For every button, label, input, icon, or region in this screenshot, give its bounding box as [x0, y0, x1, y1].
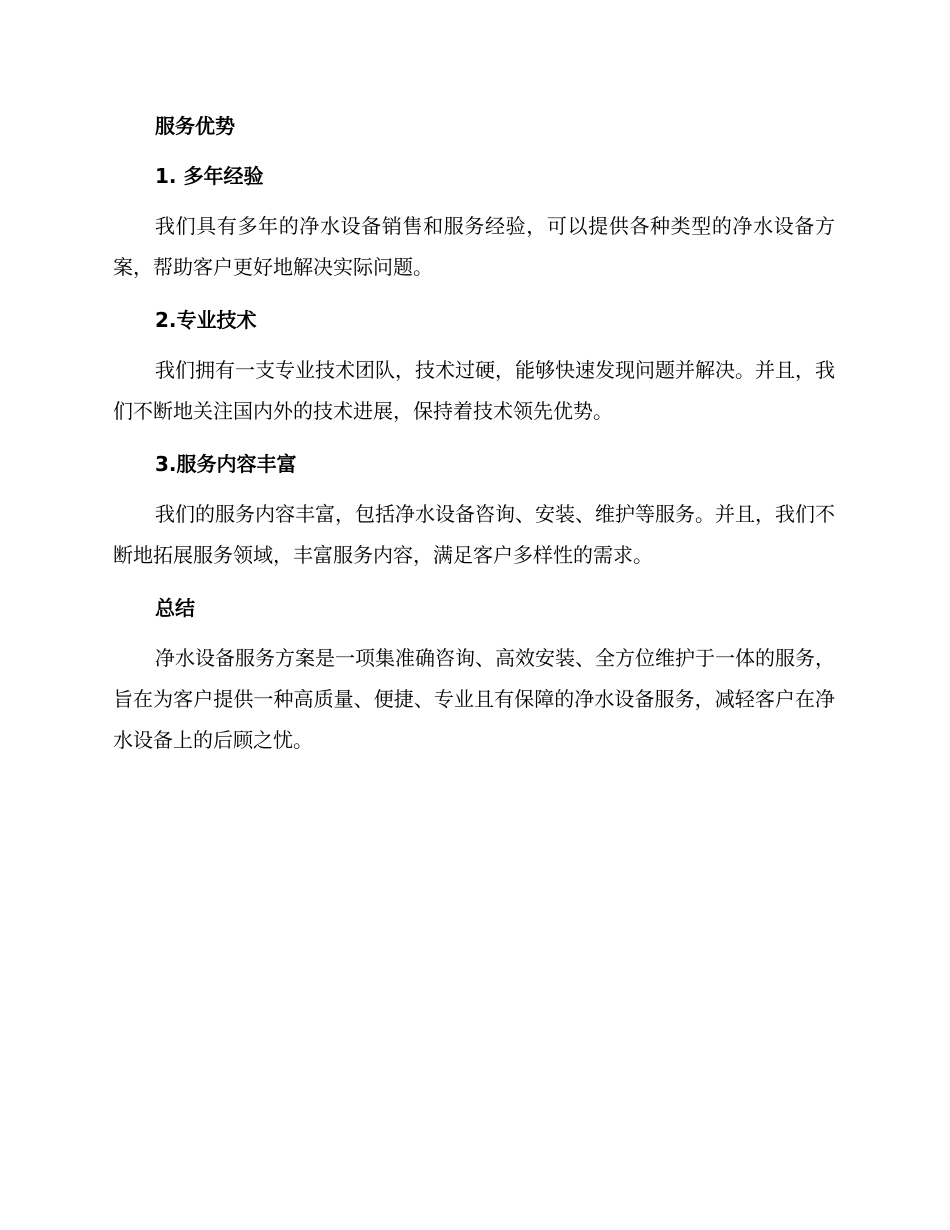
- item-body-experience: 我们具有多年的净水设备销售和服务经验，可以提供各种类型的净水设备方案，帮助客户更好地解决实际问题。: [113, 214, 835, 279]
- item-heading-technology: 2.专业技术: [155, 308, 257, 332]
- item-heading-experience: 1. 多年经验: [155, 164, 264, 188]
- document-page: [113, 106, 835, 773]
- section-title: 服务优势: [155, 114, 235, 138]
- item-heading-services: 3.服务内容丰富: [155, 452, 297, 476]
- item-body-technology: 我们拥有一支专业技术团队，技术过硬，能够快速发现问题并解决。并且，我们不断地关注国内外的技术进展，保持着技术领先优势。: [113, 358, 835, 423]
- item-body-services: 我们的服务内容丰富，包括净水设备咨询、安装、维护等服务。并且，我们不断地拓展服务领域，丰富服务内容，满足客户多样性的需求。: [113, 502, 835, 567]
- summary-title: 总结: [155, 596, 195, 620]
- summary-body: 净水设备服务方案是一项集准确咨询、高效安装、全方位维护于一体的服务，旨在为客户提供一种高质量、便捷、专业且有保障的净水设备服务，减轻客户在净水设备上的后顾之忧。: [113, 646, 835, 752]
